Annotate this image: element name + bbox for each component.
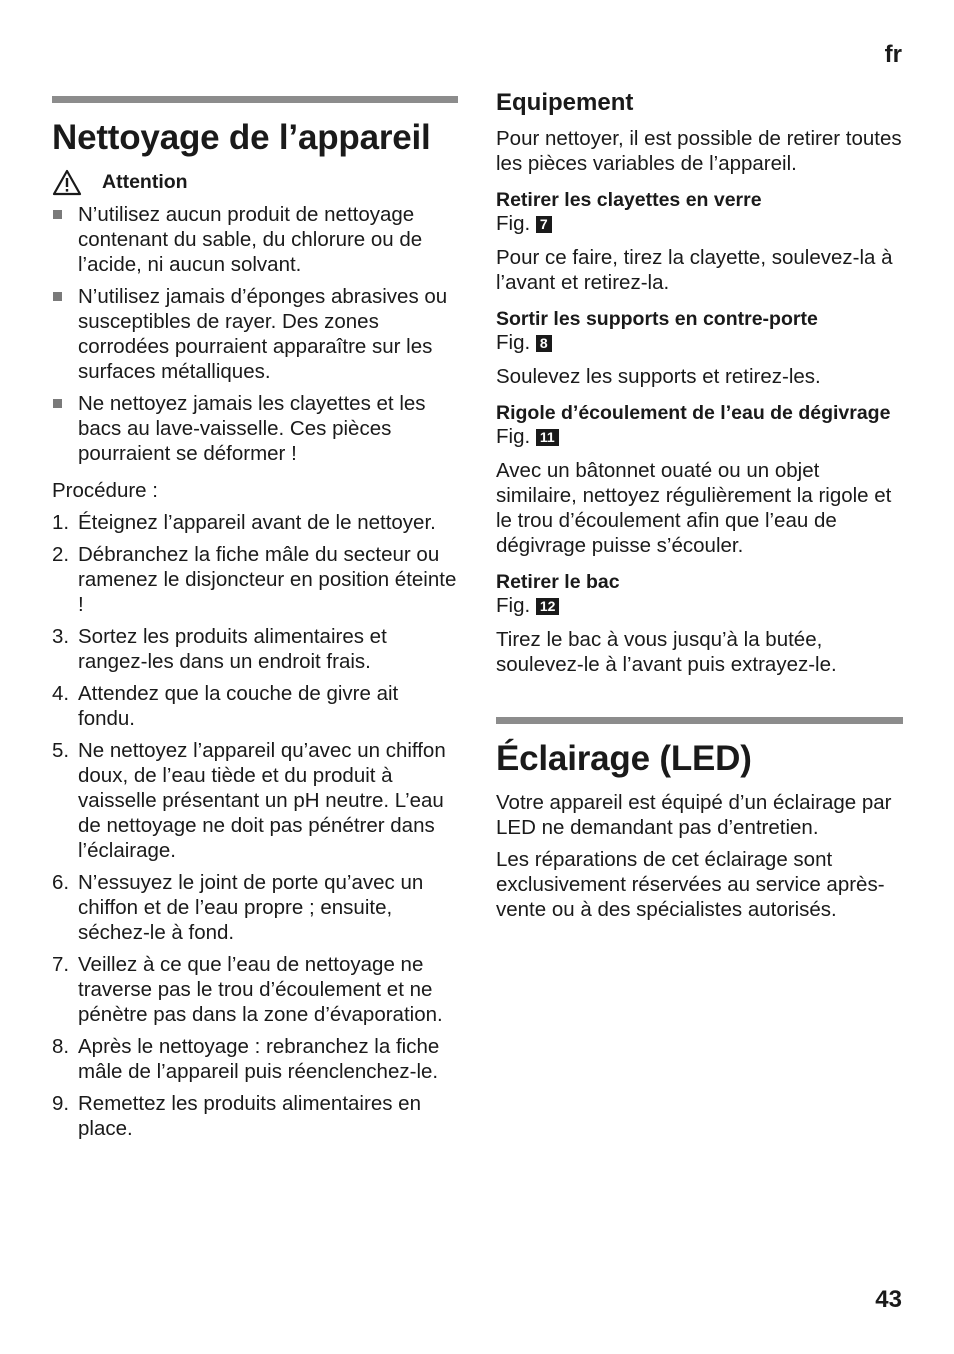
subsection-shelves [496,189,903,295]
warning-triangle-icon [52,169,82,196]
page-number: 43 [875,1286,902,1313]
language-label: fr [884,41,902,68]
led-paragraph: Votre appareil est équipé d’un éclairage par LED ne demandant pas d’entretien. [496,791,892,839]
figure-number-badge: 12 [536,598,560,615]
procedure-step: 4. Attendez que la couche de givre ait fondu. [52,682,399,730]
figure-reference: Fig. 7 [496,211,903,236]
procedure-step: 6. N’essuyez le joint de porte qu’avec un chiffon et de l’eau propre ; ensuite, séchez-le à fond. [52,871,424,944]
procedure-step: 8. Après le nettoyage : rebranchez la fiche mâle de l’appareil puis réenclenchez-le. [52,1035,440,1083]
subsection-title: Retirer le bac [496,571,620,593]
procedure-step: 7. Veillez à ce que l’eau de nettoyage ne traverse pas le trou d’écoulement et ne pénètre pas dans la zone d’évaporation. [52,953,443,1026]
procedure-steps [52,510,458,1141]
subsection-title: Sortir les supports en contre-porte [496,308,818,330]
warning-list [52,202,458,466]
subsection-text: Pour ce faire, tirez la clayette, soulevez-la à l’avant et retirez-la. [496,246,893,294]
figure-number-badge: 11 [536,429,559,446]
left-column [52,96,458,1148]
figure-reference: Fig. 11 [496,424,903,449]
section-rule [52,96,458,103]
bullet-square-icon [53,399,62,408]
bullet-square-icon [53,292,62,301]
figure-number-badge: 8 [536,335,552,352]
procedure-label: Procédure : [52,479,158,502]
procedure-step: 2. Débranchez la fiche mâle du secteur ou ramenez le disjoncteur en position éteinte ! [52,543,457,616]
subsection-text: Tirez le bac à vous jusqu’à la butée, soulevez-le à l’avant puis extrayez-le. [496,628,837,676]
subsection-text: Soulevez les supports et retirez-les. [496,365,821,388]
equipement-title: Equipement [496,89,634,116]
warning-item: N’utilisez aucun produit de nettoyage contenant du sable, du chlorure ou de l’acide, ni aucun solvant. [52,202,458,277]
procedure-step: 3. Sortez les produits alimentaires et rangez-les dans un endroit frais. [52,625,387,673]
figure-reference: Fig. 8 [496,330,903,355]
right-column [496,88,903,929]
subsection-drawer [496,571,903,677]
warning-item: Ne nettoyez jamais les clayettes et les bacs au lave-vaisselle. Ces pièces pourraient se déformer ! [52,391,458,466]
subsection-text: Avec un bâtonnet ouaté ou un objet similaire, nettoyez régulièrement la rigole et le trou d’écoulement afin que l’eau de dégivrage puisse s’écouler. [496,459,892,557]
subsection-title: Retirer les clayettes en verre [496,189,762,211]
attention-heading [52,169,458,196]
subsection-door-supports [496,308,903,389]
led-paragraph: Les réparations de cet éclairage sont exclusivement réservées au service après-vente ou à des spécialistes autorisés. [496,848,885,921]
cleaning-title: Nettoyage de l’appareil [52,118,431,157]
figure-number-badge: 7 [536,216,552,233]
section-rule [496,717,903,724]
subsection-title: Rigole d’écoulement de l’eau de dégivrage [496,402,891,424]
attention-label: Attention [102,171,188,193]
procedure-step: 9. Remettez les produits alimentaires en place. [52,1092,421,1140]
subsection-drain-channel [496,402,903,558]
led-title: Éclairage (LED) [496,739,752,778]
warning-item: N’utilisez jamais d’éponges abrasives ou susceptibles de rayer. Des zones corrodées pourraient apparaître sur les surfaces métalliques. [52,284,458,384]
led-section [496,717,903,922]
figure-reference: Fig. 12 [496,593,903,618]
procedure-step: 5. Ne nettoyez l’appareil qu’avec un chiffon doux, de l’eau tiède et du produit à vaisselle présentant un pH neutre. L’eau de nettoyage ne doit pas pénétrer dans l’éclairage. [52,739,446,862]
bullet-square-icon [53,210,62,219]
equipement-intro: Pour nettoyer, il est possible de retirer toutes les pièces variables de l’appareil. [496,127,902,175]
procedure-step: 1. Éteignez l’appareil avant de le nettoyer. [52,511,436,534]
